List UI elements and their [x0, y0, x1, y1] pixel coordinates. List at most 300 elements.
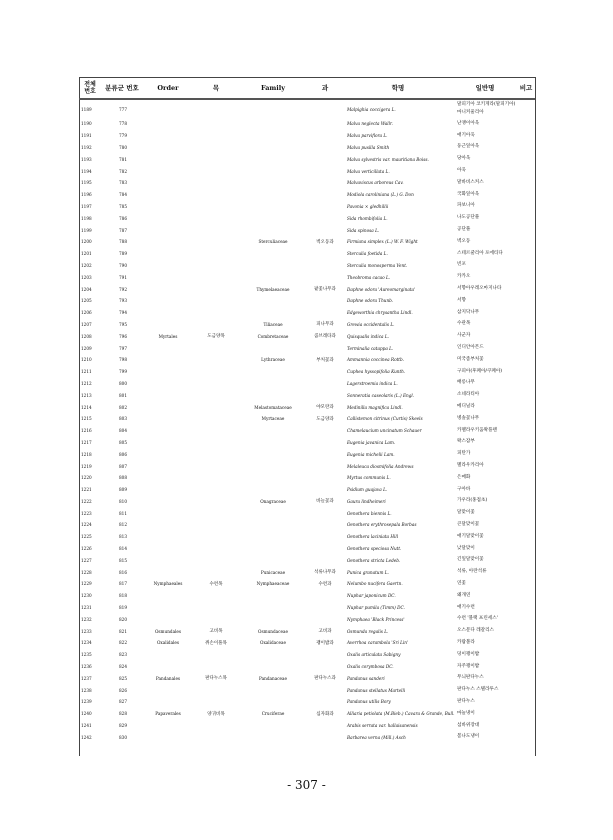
- cell-group-no: 828: [119, 711, 127, 717]
- cell-family: Oxalidaceae: [260, 640, 286, 646]
- cell-gwa: [307, 295, 343, 307]
- cell-mok: [193, 212, 239, 224]
- header-group-no: 분류군 번호: [101, 78, 143, 100]
- cell-family: [239, 153, 307, 165]
- table-row: [79, 484, 535, 496]
- cell-gwa: [307, 543, 343, 555]
- cell-common-name: 카람볼라: [457, 639, 475, 645]
- cell-scientific-name: Sida spinosa L.: [347, 227, 380, 233]
- cell-common-name: 판다누스 스텔라투스: [457, 687, 499, 693]
- cell-family: Pandanaceae: [259, 675, 287, 681]
- cell-scientific-name: Averrhoa carambola 'Sri Lin': [347, 640, 409, 646]
- cell-total-no: 1207: [81, 321, 92, 327]
- cell-group-no: 797: [119, 345, 127, 351]
- cell-family: Tiliaceae: [263, 321, 283, 327]
- cell-remark: [517, 613, 535, 625]
- header-remark: 비고: [517, 78, 535, 100]
- cell-total-no: 1233: [81, 628, 92, 634]
- cell-gwa: [307, 437, 343, 449]
- cell-remark: [517, 295, 535, 307]
- table-row: [79, 201, 535, 213]
- table-row: [79, 437, 535, 449]
- cell-scientific-name: Callistemon citrinus (Curtis) Skeels: [347, 416, 423, 422]
- cell-remark: [517, 472, 535, 484]
- table-row: [79, 661, 535, 673]
- cell-total-no: 1235: [81, 652, 92, 658]
- cell-gwa: [307, 389, 343, 401]
- species-table-container: [79, 77, 535, 743]
- cell-gwa: 수련과: [318, 581, 332, 587]
- cell-order: [143, 720, 193, 732]
- cell-mok: [193, 413, 239, 425]
- page-number: - 307 -: [287, 778, 326, 792]
- cell-common-name: 가우라(홍접초): [457, 498, 488, 504]
- table-row: [79, 118, 535, 130]
- cell-order: Pandanales: [155, 675, 181, 681]
- table-row: [79, 590, 535, 602]
- cell-order: [143, 731, 193, 743]
- cell-family: [239, 248, 307, 260]
- cell-total-no: 1242: [81, 734, 92, 740]
- cell-common-name: 난쟁이아욱: [457, 120, 480, 126]
- cell-order: [143, 649, 193, 661]
- cell-mok: [193, 354, 239, 366]
- cell-group-no: 778: [119, 121, 127, 127]
- cell-mok: [193, 201, 239, 213]
- table-header-row: [79, 78, 535, 100]
- cell-remark: [517, 165, 535, 177]
- cell-scientific-name: Nelumbo nucifera Gaertn.: [347, 581, 403, 587]
- cell-common-name: 무늬판다누스: [457, 675, 484, 681]
- table-row: [79, 236, 535, 248]
- cell-scientific-name: Oenothera biennis L.: [347, 510, 392, 516]
- cell-mok: 고비목: [209, 629, 223, 635]
- cell-gwa: [307, 519, 343, 531]
- cell-scientific-name: Eugenia michelii Lam.: [347, 451, 395, 457]
- cell-order: [143, 389, 193, 401]
- cell-gwa: 십자화과: [316, 711, 334, 717]
- cell-family: Cruciferae: [261, 711, 285, 717]
- cell-common-name: 말바비스커스: [457, 179, 484, 185]
- cell-gwa: [307, 248, 343, 260]
- cell-order: [143, 496, 193, 508]
- table-row: [79, 189, 535, 201]
- cell-scientific-name: Punica granatum L.: [347, 569, 389, 575]
- cell-gwa: [307, 378, 343, 390]
- cell-remark: [517, 425, 535, 437]
- cell-scientific-name: Firmiana simplex (L.) W. F. Wight: [347, 239, 418, 245]
- cell-total-no: 1202: [81, 262, 92, 268]
- table-row: [79, 354, 535, 366]
- cell-group-no: 798: [119, 357, 127, 363]
- cell-total-no: 1209: [81, 345, 92, 351]
- cell-gwa: [307, 684, 343, 696]
- cell-common-name: 은매화: [457, 474, 471, 480]
- cell-common-name: 삼지닥나무: [457, 309, 480, 315]
- cell-remark: [517, 118, 535, 130]
- cell-mok: [193, 189, 239, 201]
- cell-gwa: [307, 177, 343, 189]
- cell-mok: 양귀비목: [207, 711, 225, 717]
- cell-family: [239, 661, 307, 673]
- cell-total-no: 1204: [81, 286, 92, 292]
- cell-group-no: 825: [119, 675, 127, 681]
- table-row: [79, 602, 535, 614]
- cell-scientific-name: Malva parviflora L.: [347, 133, 388, 139]
- cell-family: [239, 649, 307, 661]
- cell-family: [239, 590, 307, 602]
- cell-remark: [517, 307, 535, 319]
- cell-remark: [517, 354, 535, 366]
- cell-family: [239, 201, 307, 213]
- table-row: [79, 165, 535, 177]
- table-row: [79, 295, 535, 307]
- cell-order: [143, 661, 193, 673]
- table-row: [79, 330, 535, 342]
- cell-gwa: [307, 130, 343, 142]
- cell-common-name: 멜라우카리아: [457, 463, 484, 468]
- cell-order: [143, 543, 193, 555]
- cell-family: Thymelaeaceae: [256, 286, 290, 292]
- cell-order: [143, 130, 193, 142]
- cell-family: [239, 260, 307, 272]
- table-row: [79, 389, 535, 401]
- cell-gwa: [307, 153, 343, 165]
- cell-order: Nymphaeales: [153, 581, 183, 587]
- cell-remark: [517, 731, 535, 743]
- cell-mok: 수련목: [209, 581, 223, 587]
- cell-total-no: 1217: [81, 439, 92, 445]
- cell-mok: [193, 142, 239, 154]
- cell-total-no: 1192: [81, 144, 92, 150]
- cell-common-name: 말피기아 코키게라(말피기아) 마니커울리아: [457, 102, 516, 115]
- cell-common-name: 연꽃: [457, 580, 466, 586]
- cell-gwa: [307, 165, 343, 177]
- cell-common-name: 미국좀부처꽃: [457, 356, 484, 362]
- cell-common-name: 마늘냉이: [457, 710, 475, 716]
- cell-group-no: 801: [119, 392, 127, 398]
- cell-order: [143, 224, 193, 236]
- cell-common-name: 피탄가: [457, 451, 471, 457]
- cell-group-no: 813: [119, 534, 127, 540]
- cell-family: [239, 189, 307, 201]
- table-row: [79, 649, 535, 661]
- cell-remark: [517, 271, 535, 283]
- cell-group-no: 820: [119, 616, 127, 622]
- cell-remark: [517, 708, 535, 720]
- table-row: [79, 708, 535, 720]
- cell-group-no: 805: [119, 439, 127, 445]
- cell-total-no: 1218: [81, 451, 92, 457]
- cell-remark: [517, 625, 535, 637]
- table-row: [79, 319, 535, 331]
- cell-common-name: 카멜라우키움왁플랜: [457, 427, 497, 433]
- cell-group-no: 785: [119, 203, 127, 209]
- cell-group-no: 787: [119, 227, 127, 233]
- cell-mok: [193, 496, 239, 508]
- cell-mok: [193, 236, 239, 248]
- cell-scientific-name: Modiola caroliniana (L.) G. Don: [347, 192, 414, 198]
- table-row: [79, 637, 535, 649]
- cell-common-name: 소네라티아: [457, 392, 480, 398]
- cell-total-no: 1241: [81, 723, 92, 729]
- cell-common-name: 배롱나무: [457, 380, 475, 386]
- cell-mok: [193, 554, 239, 566]
- cell-family: [239, 366, 307, 378]
- cell-scientific-name: Nymphaea 'Black Princess': [347, 616, 405, 622]
- cell-gwa: [307, 307, 343, 319]
- cell-family: Punicaceae: [260, 569, 286, 575]
- cell-gwa: 판다누스과: [314, 676, 336, 682]
- cell-common-name: 사군자: [457, 333, 471, 339]
- cell-mok: [193, 448, 239, 460]
- cell-mok: [193, 283, 239, 295]
- cell-family: [239, 99, 307, 118]
- cell-order: [143, 460, 193, 472]
- cell-remark: [517, 684, 535, 696]
- cell-scientific-name: Sida rhombifolia L.: [347, 215, 388, 221]
- cell-order: [143, 448, 193, 460]
- cell-mok: [193, 307, 239, 319]
- cell-order: [143, 118, 193, 130]
- cell-mok: [193, 566, 239, 578]
- cell-order: Osmundales: [154, 628, 182, 634]
- cell-family: [239, 342, 307, 354]
- cell-remark: [517, 212, 535, 224]
- cell-scientific-name: Pavonia × gledhillii: [347, 203, 389, 209]
- cell-mok: [193, 613, 239, 625]
- table-row: [79, 366, 535, 378]
- cell-total-no: 1239: [81, 699, 92, 705]
- cell-common-name: 석류, 아란석류: [457, 569, 487, 575]
- cell-common-name: 수관목: [457, 321, 471, 327]
- cell-total-no: 1224: [81, 522, 92, 528]
- cell-scientific-name: Malvaviscus arboreus Cav.: [347, 180, 404, 186]
- cell-scientific-name: Grewia occidentalis L.: [347, 321, 395, 327]
- cell-family: Sterculiaceae: [258, 239, 288, 245]
- cell-scientific-name: Cuphea hyssopifolia Kunth.: [347, 369, 406, 375]
- cell-scientific-name: Osmunda regalis L.: [347, 628, 389, 634]
- cell-remark: [517, 413, 535, 425]
- cell-gwa: [307, 460, 343, 472]
- cell-family: [239, 531, 307, 543]
- cell-scientific-name: Malva neglecta Wallr.: [347, 121, 393, 127]
- cell-group-no: 793: [119, 298, 127, 304]
- cell-gwa: [307, 554, 343, 566]
- cell-remark: [517, 201, 535, 213]
- cell-order: [143, 696, 193, 708]
- cell-total-no: 1195: [81, 180, 92, 186]
- table-body: [79, 99, 535, 743]
- cell-total-no: 1206: [81, 310, 92, 316]
- cell-family: [239, 460, 307, 472]
- table-row: [79, 496, 535, 508]
- cell-remark: [517, 99, 535, 118]
- header-total-no: 전체 번호: [79, 78, 101, 100]
- cell-common-name: 판다누스: [457, 698, 475, 704]
- cell-total-no: 1231: [81, 605, 92, 611]
- cell-order: [143, 189, 193, 201]
- cell-remark: [517, 531, 535, 543]
- cell-family: [239, 212, 307, 224]
- cell-total-no: 1229: [81, 581, 92, 587]
- cell-scientific-name: Malpighia coccigera L.: [347, 106, 396, 112]
- cell-group-no: 814: [119, 546, 127, 552]
- table-row: [79, 507, 535, 519]
- cell-family: [239, 437, 307, 449]
- cell-total-no: 1201: [81, 251, 92, 257]
- cell-family: [239, 602, 307, 614]
- cell-group-no: 806: [119, 451, 127, 457]
- cell-remark: [517, 378, 535, 390]
- cell-total-no: 1222: [81, 498, 92, 504]
- cell-order: [143, 554, 193, 566]
- cell-common-name: 구피아(후페아/쿠페아): [457, 368, 503, 374]
- cell-remark: [517, 602, 535, 614]
- cell-total-no: 1230: [81, 593, 92, 599]
- cell-group-no: 781: [119, 156, 127, 162]
- cell-group-no: 821: [119, 628, 127, 634]
- cell-common-name: 메디닐라: [457, 404, 475, 410]
- cell-scientific-name: Eugenia javanica Lam.: [347, 439, 396, 445]
- cell-group-no: 827: [119, 699, 127, 705]
- cell-total-no: 1223: [81, 510, 92, 516]
- cell-common-name: 낮달맞이: [457, 545, 475, 551]
- cell-gwa: [307, 142, 343, 154]
- cell-group-no: 791: [119, 274, 127, 280]
- cell-mok: [193, 519, 239, 531]
- cell-common-name: 당아욱: [457, 156, 471, 162]
- cell-order: [143, 531, 193, 543]
- cell-total-no: 1194: [81, 168, 92, 174]
- cell-scientific-name: Nuphar pumila (Timm) DC.: [347, 605, 405, 611]
- cell-gwa: [307, 212, 343, 224]
- cell-order: [143, 566, 193, 578]
- cell-scientific-name: Pandanus stellatus Martelli: [347, 687, 406, 693]
- cell-gwa: 피나무과: [316, 322, 334, 328]
- cell-remark: [517, 260, 535, 272]
- cell-family: [239, 295, 307, 307]
- cell-family: [239, 224, 307, 236]
- cell-mok: [193, 507, 239, 519]
- table-row: [79, 543, 535, 555]
- cell-order: [143, 260, 193, 272]
- cell-mok: [193, 248, 239, 260]
- cell-order: [143, 401, 193, 413]
- cell-family: [239, 307, 307, 319]
- cell-total-no: 1211: [81, 369, 92, 375]
- cell-total-no: 1221: [81, 487, 92, 493]
- cell-remark: [517, 389, 535, 401]
- cell-scientific-name: Malva sylvestris var. mauritiana Boiss.: [347, 156, 429, 162]
- cell-gwa: [307, 731, 343, 743]
- cell-common-name: 병솔꽃나무: [457, 415, 480, 421]
- table-right-border: [535, 77, 536, 756]
- cell-family: Myrtaceae: [261, 416, 285, 422]
- cell-remark: [517, 578, 535, 590]
- cell-mok: [193, 437, 239, 449]
- cell-total-no: 1191: [81, 133, 92, 139]
- cell-gwa: [307, 342, 343, 354]
- cell-order: [143, 484, 193, 496]
- cell-scientific-name: Myrtus communis L.: [347, 475, 391, 481]
- table-row: [79, 130, 535, 142]
- cell-group-no: 823: [119, 652, 127, 658]
- cell-mok: [193, 460, 239, 472]
- cell-common-name: 섬바위장대: [457, 722, 480, 728]
- cell-group-no: 788: [119, 239, 127, 245]
- cell-gwa: 팥꽃나무과: [314, 287, 336, 293]
- cell-family: Osmundaceae: [258, 628, 288, 634]
- cell-common-name: 둥근잎아욱: [457, 144, 480, 150]
- table-row: [79, 566, 535, 578]
- cell-scientific-name: Sonneratia caseolaris (L.) Engl.: [347, 392, 415, 398]
- cell-total-no: 1216: [81, 428, 92, 434]
- cell-mok: [193, 425, 239, 437]
- cell-order: [143, 165, 193, 177]
- table-row: [79, 472, 535, 484]
- table-row: [79, 401, 535, 413]
- cell-group-no: 812: [119, 522, 127, 528]
- cell-family: Nymphaeaceae: [256, 581, 290, 587]
- cell-gwa: [307, 613, 343, 625]
- cell-family: [239, 165, 307, 177]
- cell-total-no: 1232: [81, 616, 92, 622]
- cell-order: [143, 142, 193, 154]
- cell-group-no: 807: [119, 463, 127, 469]
- cell-total-no: 1234: [81, 640, 92, 646]
- cell-gwa: [307, 271, 343, 283]
- cell-scientific-name: Pandanus utilis Bory: [347, 699, 391, 705]
- cell-mok: [193, 531, 239, 543]
- table-row: [79, 283, 535, 295]
- cell-group-no: 779: [119, 133, 127, 139]
- cell-gwa: [307, 118, 343, 130]
- table-row: [79, 413, 535, 425]
- cell-group-no: 824: [119, 664, 127, 670]
- cell-group-no: 802: [119, 404, 127, 410]
- table-row: [79, 448, 535, 460]
- cell-scientific-name: Lagerstroemia indica L.: [347, 380, 398, 386]
- cell-total-no: 1227: [81, 557, 92, 563]
- cell-mok: [193, 177, 239, 189]
- table-row: [79, 177, 535, 189]
- cell-remark: [517, 720, 535, 732]
- cell-group-no: 811: [119, 510, 127, 516]
- cell-common-name: 구아바: [457, 486, 471, 492]
- cell-mok: [193, 130, 239, 142]
- cell-remark: [517, 637, 535, 649]
- cell-common-name: 왜개연: [457, 592, 471, 598]
- cell-gwa: [307, 472, 343, 484]
- cell-total-no: 1238: [81, 687, 92, 693]
- cell-scientific-name: Edgeworthia chrysantha Lindl.: [347, 310, 413, 316]
- cell-family: [239, 142, 307, 154]
- cell-remark: [517, 507, 535, 519]
- cell-scientific-name: Oxalis corymbosa DC.: [347, 664, 394, 670]
- table-row: [79, 212, 535, 224]
- table-row: [79, 578, 535, 590]
- cell-total-no: 1193: [81, 156, 92, 162]
- cell-remark: [517, 448, 535, 460]
- cell-total-no: 1200: [81, 239, 92, 245]
- cell-gwa: 콤브레타과: [314, 334, 336, 340]
- cell-remark: [517, 661, 535, 673]
- cell-mok: [193, 472, 239, 484]
- cell-remark: [517, 248, 535, 260]
- cell-scientific-name: Oenothera erythrosepala Borbas: [347, 522, 417, 528]
- table-row: [79, 224, 535, 236]
